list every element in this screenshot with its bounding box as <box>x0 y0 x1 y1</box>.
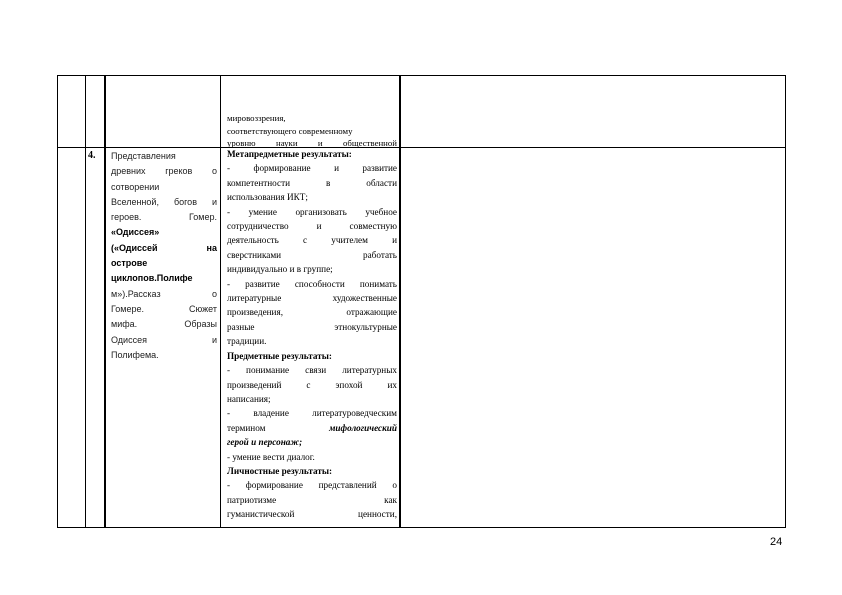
results-text-line: соответствующего современному <box>227 125 353 136</box>
topic-line: Одиссея и <box>111 334 217 345</box>
table-right-border <box>785 75 786 528</box>
row-number: 4. <box>88 150 96 161</box>
results-text-line: сверстниками работать <box>227 249 397 260</box>
results-text-line: - умение организовать учебное <box>227 206 397 217</box>
top-row-results-cell <box>227 100 399 147</box>
results-text-line: герой и персонаж; <box>227 437 303 448</box>
results-text-line: - понимание связи литературных <box>227 365 397 376</box>
lesson-topic-cell <box>111 149 217 363</box>
results-text-line: разные этнокультурные <box>227 321 397 332</box>
topic-line: м»).Рассказ о <box>111 288 217 299</box>
results-text-line: - умение вести диалог. <box>227 451 315 462</box>
results-text-line: компетентности в области <box>227 177 397 188</box>
results-text-line: литературные художественные <box>227 293 397 304</box>
planned-results-cell <box>227 148 399 526</box>
topic-line: древних греков о <box>111 166 217 177</box>
results-text-line: деятельность с учителем и <box>227 235 397 246</box>
results-text-line: произведения, отражающие <box>227 307 397 318</box>
topic-line: («Одиссей на <box>111 242 217 253</box>
table-top-border <box>57 75 785 76</box>
subject-results-heading: Предметные результаты: <box>227 350 332 361</box>
results-text-line: патриотизме как <box>227 494 397 505</box>
table-col-divider-3 <box>220 75 221 528</box>
table-col-divider-1 <box>85 75 86 528</box>
personal-results-heading: Личностные результаты: <box>227 465 333 476</box>
table-row-divider <box>57 147 785 148</box>
results-text-line: уровню науки и общественной <box>227 138 397 147</box>
topic-line: героев. Гомер. <box>111 212 217 223</box>
results-text-line: индивидуально и в группе; <box>227 264 333 275</box>
table-col-divider-2 <box>104 75 106 528</box>
results-text-line: использования ИКТ; <box>227 192 308 203</box>
table-left-border <box>57 75 58 528</box>
results-text-line: сотрудничество и совместную <box>227 221 397 232</box>
results-text-line: произведений с эпохой их <box>227 379 397 390</box>
results-text-line: мировоззрения, <box>227 113 286 123</box>
results-text-line: - формирование и развитие <box>227 163 397 174</box>
table-bottom-border <box>57 527 785 528</box>
topic-line: Вселенной, богов и <box>111 196 217 207</box>
results-text-line: традиции. <box>227 336 267 347</box>
results-text-line: - развитие способности понимать <box>227 278 397 289</box>
results-text-line: написания; <box>227 393 271 404</box>
results-text-line: гуманистической ценности, <box>227 509 397 520</box>
results-text-line: - формирование представлений о <box>227 480 397 491</box>
topic-line: Гомере. Сюжет <box>111 303 217 314</box>
topic-line: острове <box>111 258 148 269</box>
results-text-line: - владение литературоведческим <box>227 408 397 419</box>
topic-line: сотворении <box>111 181 160 192</box>
topic-line: «Одиссея» <box>111 227 160 238</box>
page-number: 24 <box>770 536 783 548</box>
meta-results-heading: Метапредметные результаты: <box>227 149 352 159</box>
results-text-line: термином мифологический <box>227 422 397 433</box>
topic-line: Представления <box>111 151 176 161</box>
topic-line: Полифема. <box>111 349 159 360</box>
table-col-divider-4 <box>399 75 401 528</box>
topic-line: мифа. Образы <box>111 319 217 330</box>
topic-line: циклопов.Полифе <box>111 273 193 284</box>
